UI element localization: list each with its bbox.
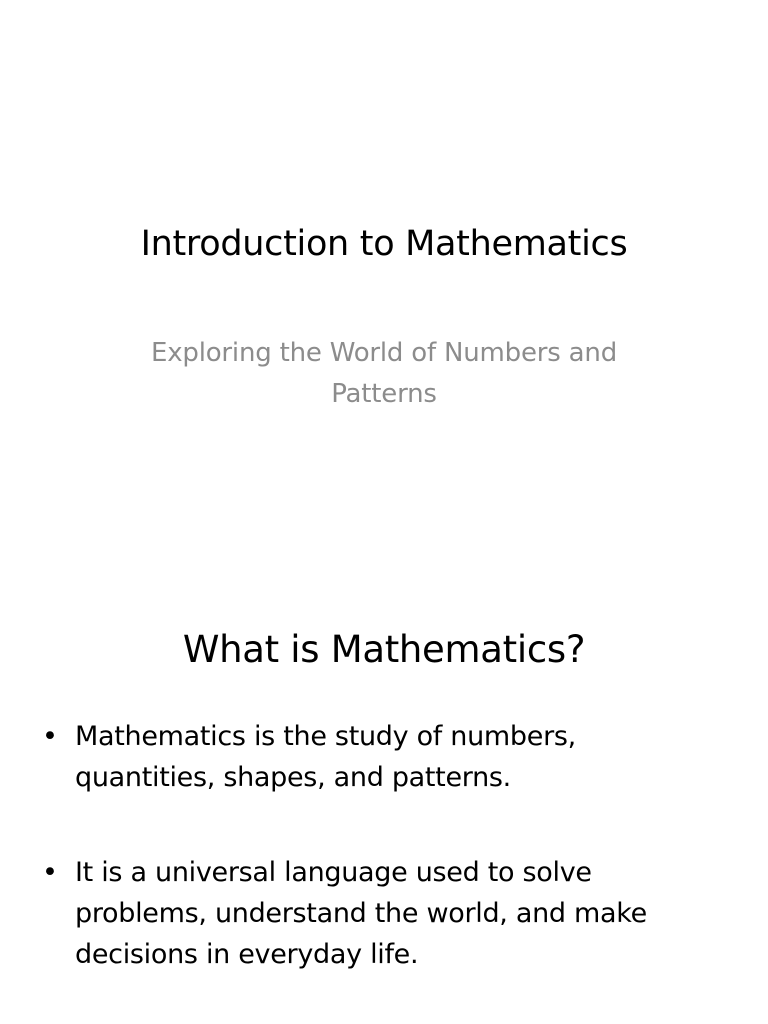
slide-subtitle: Exploring the World of Numbers and Patterns (150, 338, 617, 409)
bullet-icon: • (42, 721, 58, 752)
bullet-item (38, 852, 718, 975)
bullet-list (38, 716, 718, 1024)
slide-title-heading: Introduction to Mathematics (140, 224, 628, 264)
slide-heading: What is Mathematics? (182, 628, 586, 671)
slide-what-is-mathematics (0, 512, 768, 1024)
bullet-icon: • (42, 857, 58, 888)
bullet-text: Mathematics is the study of numbers, quantities, shapes, and patterns. (75, 721, 576, 793)
bullet-item (38, 716, 718, 798)
bullet-text: It is a universal language used to solve problems, understand the world, and make decisions in everyday life. (75, 857, 647, 970)
